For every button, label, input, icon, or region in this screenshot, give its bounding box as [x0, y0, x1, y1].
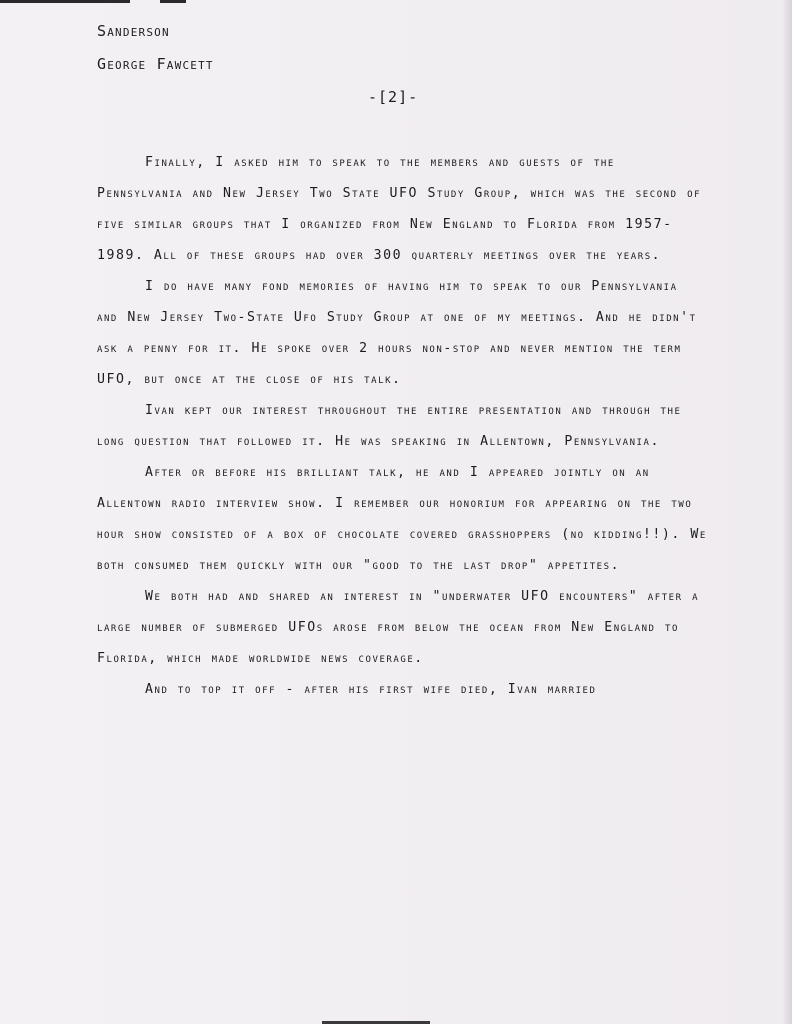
paragraph: We both had and shared an interest in "underwater UFO encounters" after a large number of submerged UFOs arose from below the ocean from New England to Florida, which made worldwide news coverage. [97, 589, 700, 666]
paragraph: I do have many fond memories of having him to speak to our Pennsylvania and New Jersey Two-State Ufo Study Group at one of my meetings. And he didn't ask a penny for it. He spoke over 2 hours non-stop and never mention the term UFO, but once at the close of his talk. [97, 279, 697, 387]
paragraph: Ivan kept our interest throughout the entire presentation and through the long question that followed it. He was speaking in Allentown, Pennsylvania. [97, 403, 682, 449]
letter-body [97, 147, 707, 705]
page-number: -[2]- [368, 88, 419, 106]
top-edge-mark [160, 0, 186, 3]
page-edge-shadow [782, 0, 792, 1024]
top-edge-mark [0, 0, 130, 3]
header-author: George Fawcett [97, 55, 214, 73]
paragraph: And to top it off - after his first wife died, Ivan married [145, 682, 597, 697]
header-name: Sanderson [97, 22, 170, 40]
paragraph: Finally, I asked him to speak to the members and guests of the Pennsylvania and New Jersey Two State UFO Study Group, which was the second of five similar groups that I organized from New England to Florida from 1957-1989. All of these groups had over 300 quarterly meetings over the years. [97, 155, 702, 263]
paragraph: After or before his brilliant talk, he and I appeared jointly on an Allentown radio interview show. I remember our honorium for appearing on the two hour show consisted of a box of chocolate covered grasshoppers (no kidding!!). We both consumed them quickly with our "good to the last drop" appetites. [97, 465, 707, 573]
